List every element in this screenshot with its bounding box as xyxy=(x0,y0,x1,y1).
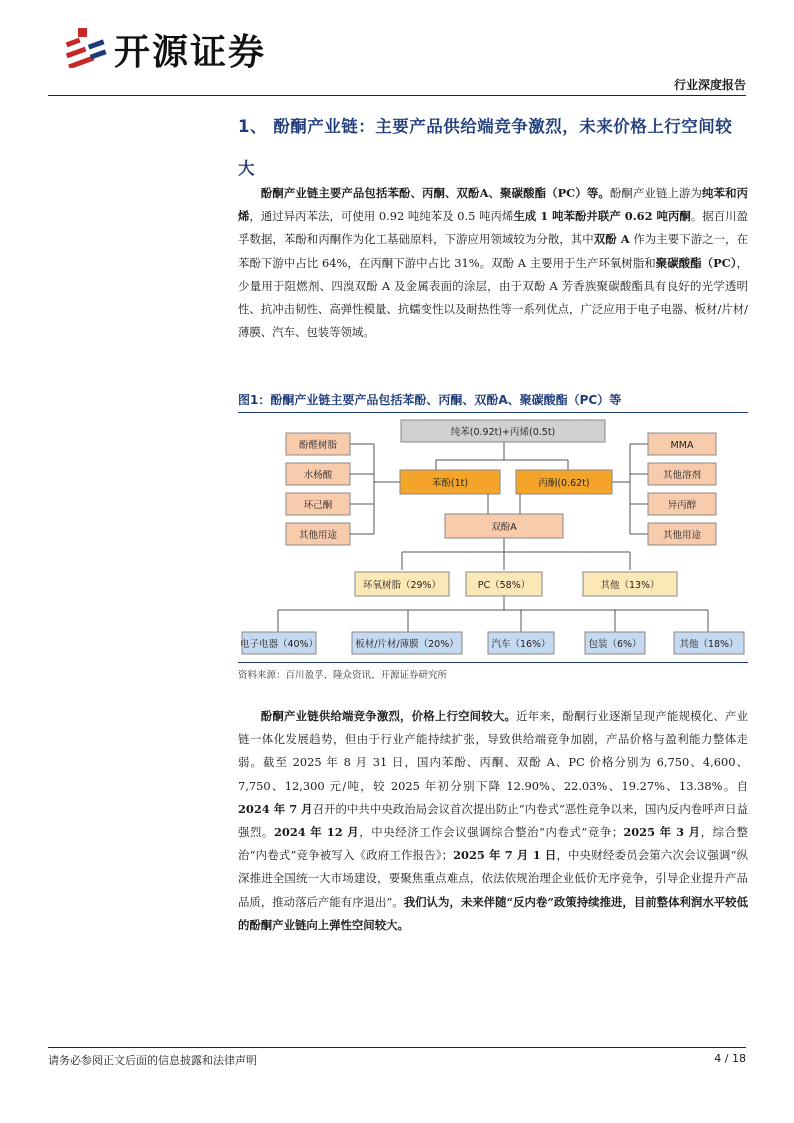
text-run: 酚酮产业链上游为 xyxy=(609,186,703,200)
logo-text: 开源证券 xyxy=(114,32,267,73)
node-bot-4-label: 包装（6%） xyxy=(588,639,642,650)
text-run: ，中央经济工作会议强调综合整治“内卷式”竞争； xyxy=(359,825,624,840)
text-run: 2024 年 12 月 xyxy=(273,825,360,840)
logo-mark-icon xyxy=(64,24,108,68)
node-bot-3-label: 汽车（16%） xyxy=(491,639,551,650)
figure-source: 资料来源：百川盈孚、隆众资讯、开源证券研究所 xyxy=(238,662,748,681)
node-right-4-label: 其他用途 xyxy=(662,530,702,541)
text-run: ，少量用于阻燃剂、四溴双酚 A 及金属表面的涂层，由于双酚 A 芳香族聚碳酸酯具有良好的光学透明性、抗冲击韧性、高弹性模量、抗蠕变性以及耐热性等一系列优点，广泛应用于电子电器、板材/片材/薄膜、汽车、包装等领域。 xyxy=(238,255,748,340)
text-run: ，中央财经委员会第六次会议强调“纵深推进全国统一大市场建设，要聚焦重点难点，依法依规治理企业低价无序竞争，引导企业提升产品品质，推动落后产能有序退出”。 xyxy=(238,848,749,909)
footer-divider xyxy=(48,1047,746,1048)
text-run: 。据百川盈孚数据，苯酚和丙酮作为化工基础原料，下游应用领域较为分散，其中 xyxy=(238,209,748,247)
diagram-svg xyxy=(238,412,748,660)
market-paragraph xyxy=(238,705,748,937)
node-phenol-label: 苯酚(1t) xyxy=(431,478,469,489)
section-title: 1、 酚酮产业链：主要产品供给端竞争激烈，未来价格上行空间较大 xyxy=(238,117,733,178)
node-right-1-label: MMA xyxy=(670,440,694,451)
intro-paragraph xyxy=(238,182,748,344)
footer-disclaimer: 请务必参阅正文后面的信息披露和法律声明 xyxy=(48,1054,257,1067)
node-mid-3-label: 其他（13%） xyxy=(600,580,660,591)
text-run: ，通过异丙苯法，可使用 0.92 吨纯苯及 0.5 吨丙烯 xyxy=(249,209,514,224)
node-left-4-label: 其他用途 xyxy=(298,530,338,541)
node-mid-2-label: PC（58%） xyxy=(477,580,531,591)
text-run: 酚酮产业链供给端竞争激烈，价格上行空间较大。 xyxy=(260,709,517,723)
text-run: 近年来，酚酮行业逐渐呈现产能规模化、产业链一体化发展趋势，但由于行业产能持续扩张，导致供给端竞争加剧，产品价格与盈利能力整体走弱。截至 2025 年 8 月 31 日，国内苯酚、丙酮、双酚 A、PC 价格分别为 6,750、4,600、7,750、12,300 元/吨，较 2025 年初分别下降 12.90%、22.03%、19.27%、13.38%。自 xyxy=(238,709,748,793)
header-divider xyxy=(48,95,746,96)
text-run: 酚酮产业链主要产品包括苯酚、丙酮、双酚A、聚碳酸酯（PC）等。 xyxy=(260,186,610,200)
text-run: 召开的中共中央政治局会议首次提出防止“内卷式”恶性竞争以来，国内反内卷呼声日益强烈。 xyxy=(238,801,748,840)
node-left-3-label: 环己酮 xyxy=(303,500,333,511)
node-mid-1-label: 环氧树脂（29%） xyxy=(362,580,442,591)
text-run: 2024 年 7 月 xyxy=(238,801,313,816)
text-run: 双酚 A xyxy=(593,232,630,247)
document-type: 行业深度报告 xyxy=(673,78,746,92)
node-bot-2-label: 板材/片材/薄膜（20%） xyxy=(355,639,459,650)
industry-chain-diagram xyxy=(238,412,748,660)
text-run: 2025 年 3 月 xyxy=(623,825,701,840)
text-run: 纯苯和丙烯 xyxy=(238,186,748,224)
node-left-1-label: 酚醛树脂 xyxy=(298,440,338,451)
text-run: 聚碳酸酯（PC） xyxy=(655,255,737,270)
figure-title: 图1：酚酮产业链主要产品包括苯酚、丙酮、双酚A、聚碳酸酯（PC）等 xyxy=(238,391,748,413)
node-left-2-label: 水杨酸 xyxy=(303,470,333,481)
node-right-2-label: 其他溶剂 xyxy=(662,470,702,481)
text-run: ，综合整治“内卷式”竞争被写入《政府工作报告》； xyxy=(238,825,748,863)
node-top-label: 纯苯(0.92t)+丙烯(0.5t) xyxy=(450,427,556,438)
text-run: 作为主要下游之一，在苯酚下游中占比 64%，在丙酮下游中占比 31%。双酚 A 主要用于生产环氧树脂和 xyxy=(238,232,748,270)
text-run: 我们认为，未来伴随“反内卷”政策持续推进，目前整体利润水平较低的酚酮产业链向上弹性空间较大。 xyxy=(238,894,748,932)
node-bpa-label: 双酚A xyxy=(491,522,517,533)
node-acetone-label: 丙酮(0.62t) xyxy=(538,478,590,489)
node-bot-1-label: 电子电器（40%） xyxy=(239,639,319,650)
page-number: 4 / 18 xyxy=(714,1052,746,1065)
text-run: 生成 1 吨苯酚并联产 0.62 吨丙酮 xyxy=(513,209,691,224)
node-bot-5-label: 其他（18%） xyxy=(679,639,739,650)
node-right-3-label: 异丙醇 xyxy=(667,500,697,511)
text-run: 2025 年 7 月 1 日 xyxy=(453,848,557,863)
